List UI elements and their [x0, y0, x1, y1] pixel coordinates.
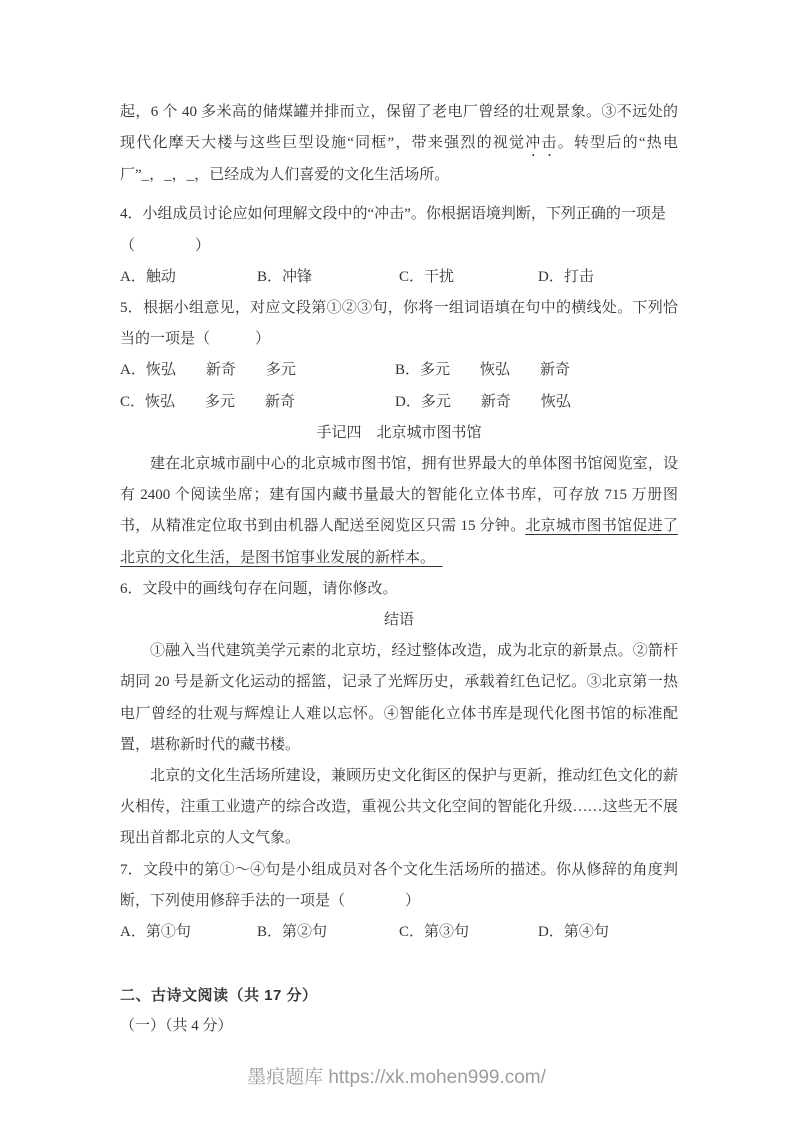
section-2-title: 二、古诗文阅读（共 17 分）	[120, 987, 318, 1005]
library-paragraph-lead: 建在北京城市副中心的北京城市图书馆，拥有世界最大的单体图书馆阅览室，设有 2400 个阅读坐席；建有国内藏书量最大的智能化立体书库，可存放 715 万册图书，从精准定位取书到由机器人配送至阅览区只需 15 分钟。	[120, 456, 678, 535]
exam-content	[120, 97, 678, 1043]
option-d: D．多元 新奇 恢弘	[395, 393, 571, 410]
fill-in-blanks: _，_，_，	[141, 167, 210, 184]
question-7	[120, 855, 678, 949]
option-a: A．第①句	[120, 924, 191, 941]
option-d: D．打击	[538, 268, 594, 285]
conclusion-heading: 结语	[383, 612, 414, 629]
option-a: A．触动	[120, 268, 176, 285]
question-5-options-row-1	[120, 355, 678, 386]
library-paragraph-underlined-sentence: 北京城市图书馆促进了北京的文化生活，是图书馆事业发展的新样本。	[120, 518, 678, 566]
option-b: B．第②句	[257, 924, 328, 941]
question-7-stem: 7．文段中的第①～④句是小组成员对各个文化生活场所的描述。你从修辞的角度判断，下列使用修辞手法的一项是（ ）	[120, 861, 678, 909]
question-4-options	[120, 262, 678, 293]
passage-power-plant-paragraph	[120, 97, 678, 191]
emphasis-dotted-word: 冲击	[525, 135, 558, 152]
option-a: A．恢弘 新奇 多元	[120, 362, 296, 379]
passage-text-after-emphasis: 。转型后的“热电厂”	[120, 135, 678, 184]
option-c: C．第③句	[399, 924, 470, 941]
conclusion-paragraph-1: ①融入当代建筑美学元素的北京坊，经过整体改造，成为北京的新景点。②箭杆胡同 20 号是新文化运动的摇篮，记录了光辉历史，承载着红色记忆。③北京第一热电厂曾经的壮观与辉煌让人难以忘怀。④智能化立体书库是现代化图书馆的标准配置，堪称新时代的藏书楼。	[120, 643, 678, 753]
option-d: D．第④句	[538, 924, 609, 941]
question-6-stem: 6．文段中的画线句存在问题，请你修改。	[120, 580, 398, 597]
question-5	[120, 293, 678, 418]
blank-line	[120, 948, 678, 980]
question-4-stem: 4．小组成员讨论应如何理解文段中的“冲击”。你根据语境判断，下列正确的一项是	[120, 206, 666, 223]
question-5-stem: 5．根据小组意见，对应文段第①②③句，你将一组词语填在句中的横线处。下列恰当的一项是（ ）	[120, 300, 678, 348]
question-5-options-row-2	[120, 387, 678, 418]
option-b: B．多元 恢弘 新奇	[395, 362, 571, 379]
watermark-footer: 墨痕题库 https://xk.mohen999.com/	[247, 1067, 546, 1088]
passage-text-before-emphasis: 起，6 个 40 多米高的储煤罐并排而立，保留了老电厂曾经的壮观景象。③不远处的现代化摩天大楼与这些巨型设施“同框”，带来强烈的视觉	[120, 104, 678, 152]
option-b: B．冲锋	[257, 268, 313, 285]
passage-tail: 已经成为人们喜爱的文化生活场所。	[209, 167, 450, 184]
section-2-subsection: （一）（共 4 分）	[120, 1018, 233, 1035]
question-4-answer-paren: （ ）	[120, 237, 211, 254]
question-7-options	[120, 917, 678, 948]
option-c: C．干扰	[399, 268, 455, 285]
note-4-heading: 手记四 北京城市图书馆	[316, 424, 482, 441]
library-paragraph	[120, 449, 678, 574]
option-c: C．恢弘 多元 新奇	[120, 393, 296, 410]
question-4	[120, 199, 678, 293]
conclusion-paragraph-2: 北京的文化生活场所建设，兼顾历史文化街区的保护与更新，推动红色文化的薪火相传，注重工业遗产的综合改造，重视公共文化空间的智能化升级……这些无不展现出首都北京的人文气象。	[120, 768, 678, 847]
